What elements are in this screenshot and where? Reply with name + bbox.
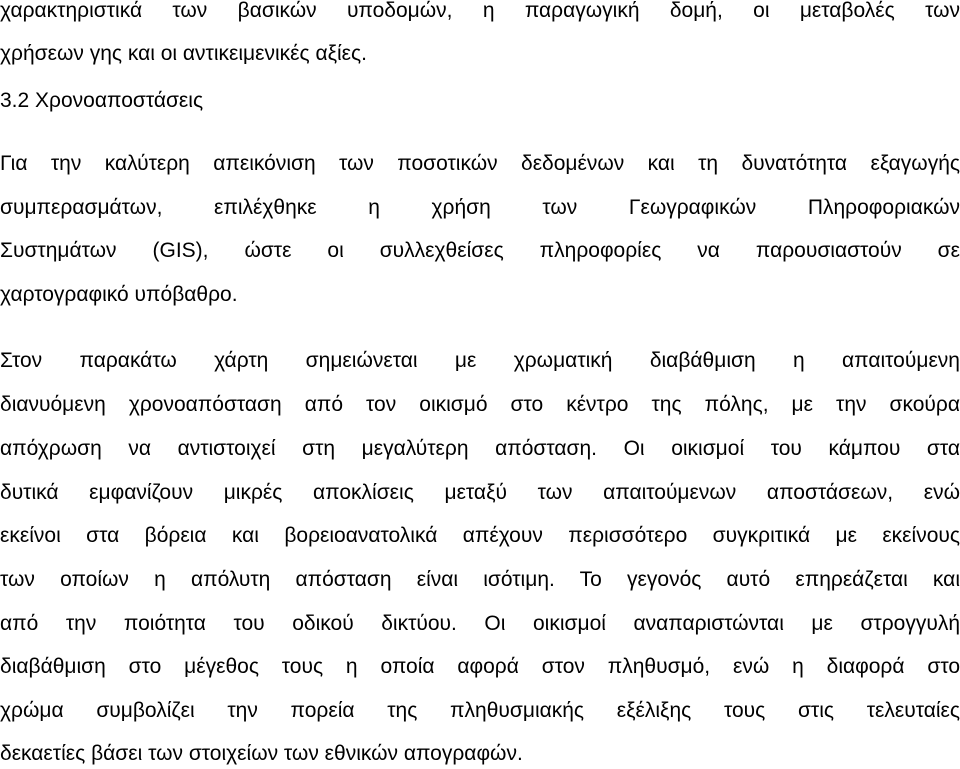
text-line: δυτικά εμφανίζουν μικρές αποκλίσεις μεταξύ των απαιτούμενων αποστάσεων, ενώ	[0, 481, 960, 504]
text-line: εκείνοι στα βόρεια και βορειοανατολικά απέχουν περισσότερο συγκριτικά με εκείνους	[0, 524, 960, 547]
text-line: χρώμα συμβολίζει την πορεία της πληθυσμιακής εξέλιξης τους στις τελευταίες	[0, 699, 960, 722]
text-line: απόχρωση να αντιστοιχεί στη μεγαλύτερη απόσταση. Οι οικισμοί του κάμπου στα	[0, 437, 960, 460]
text-line: Στον παρακάτω χάρτη σημειώνεται με χρωματική διαβάθμιση η απαιτούμενη	[0, 349, 960, 372]
text-line: δεκαετίες βάσει των στοιχείων των εθνικών απογραφών.	[0, 742, 523, 765]
text-line: διανυόμενη χρονοαπόσταση από τον οικισμό στο κέντρο της πόλης, με την σκούρα	[0, 393, 960, 416]
text-line: χρήσεων γης και οι αντικειμενικές αξίες.	[0, 42, 367, 65]
text-line: διαβάθμιση στο μέγεθος τους η οποία αφορά στον πληθυσμό, ενώ η διαφορά στο	[0, 655, 960, 678]
text-line: των οποίων η απόλυτη απόσταση είναι ισότιμη. Το γεγονός αυτό επηρεάζεται και	[0, 568, 960, 591]
text-line: συμπερασμάτων, επιλέχθηκε η χρήση των Γεωγραφικών Πληροφοριακών	[0, 196, 960, 219]
text-line: Για την καλύτερη απεικόνιση των ποσοτικών δεδομένων και τη δυνατότητα εξαγωγής	[0, 152, 960, 175]
section-title: Χρονοαποστάσεις	[35, 89, 204, 112]
section-number: 3.2	[0, 89, 30, 112]
text-line: από την ποιότητα του οδικού δικτύου. Οι οικισμοί αναπαριστώνται με στρογγυλή	[0, 612, 960, 635]
text-line: Συστημάτων (GIS), ώστε οι συλλεχθείσες πληροφορίες να παρουσιαστούν σε	[0, 239, 960, 262]
text-line: χαρτογραφικό υπόβαθρο.	[0, 283, 238, 306]
section-heading	[0, 90, 960, 111]
text-line: χαρακτηριστικά των βασικών υποδομών, η παραγωγική δομή, οι μεταβολές των	[0, 0, 960, 22]
